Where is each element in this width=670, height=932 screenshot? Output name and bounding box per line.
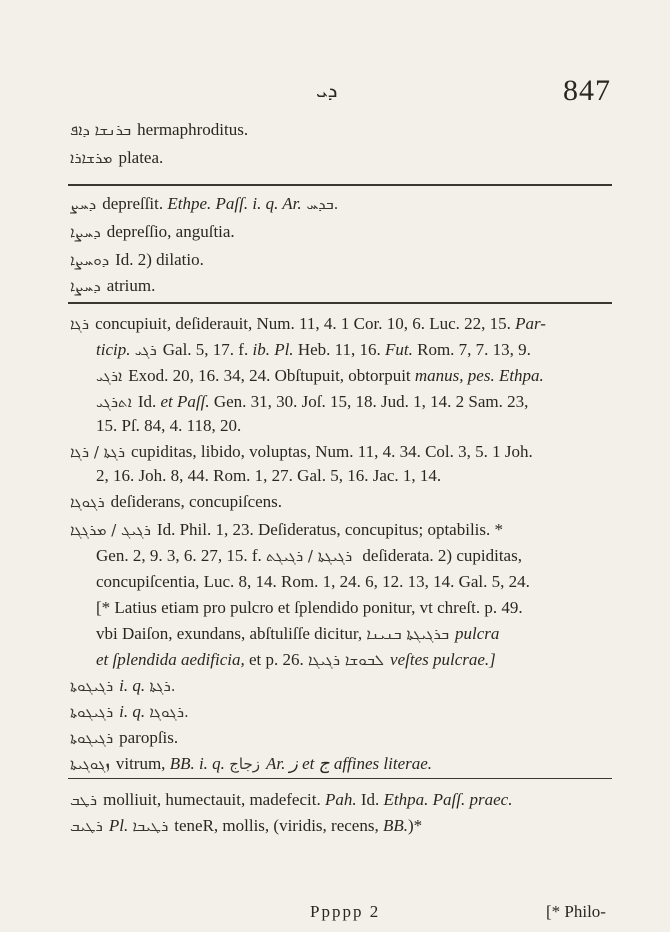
entry-line: concupiſcentia, Luc. 8, 14. Rom. 1, 24. 6, 12. 13, 14. Gal. 5, 24.: [96, 572, 530, 591]
entry-line: ticip. ܪܓܝ Gal. 5, 17. f. ib. Pl. Heb. 11, 16. Fut. Rom. 7, 7. 13, 9.: [96, 340, 531, 359]
entry-line: ܐܪܓܝ Exod. 20, 16. 34, 24. Obſtupuit, obtorpuit manus, pes. Ethpa.: [96, 366, 544, 385]
entry-line: ܒܪܢܫܐ ܕܐܦ hermaphroditus.: [70, 120, 249, 139]
entry-line: ܐܬܪܓܝ Id. et Paſſ. Gen. 31, 30. Joſ. 15, 18. Jud. 1, 14. 2 Sam. 23,: [96, 392, 529, 411]
entry-line: 15. Pſ. 84, 4. 118, 20.: [96, 416, 242, 435]
entry-line: ܕܚܨܐ atrium.: [70, 276, 156, 295]
note-line: vbi Daiſon, exundans, abſtuliſſe dicitur, ܒܪܓܝܓܬܐ ܒܢܝܢܐ pulcra: [96, 624, 500, 643]
entry-line: ܕܘܚܨܐ Id. 2) dilatio.: [70, 250, 204, 269]
running-header-syriac: ܕܝ: [316, 78, 338, 102]
entry-line: ܪܓܬܐ / ܪܓܐ cupiditas, libido, voluptas, Num. 11, 4. 34. Col. 3, 5. 1 Joh.: [70, 442, 533, 461]
section-rule: [68, 778, 612, 779]
section-rule: [68, 302, 612, 304]
entry-line: ܪܓܝܓܘܬܐ i. q. ܪܓܬܐ.: [70, 676, 176, 695]
entry-line: Gen. 2, 9. 3, 6. 27, 15. f. ܪܓܝܓܬܐ / ܪܓܝܓܬ deſiderata. 2) cupiditas,: [96, 546, 522, 565]
signature-mark: Ppppp 2: [310, 902, 381, 921]
note-line: et ſplendida aedificia, et p. 26. ܠܒܘܫܐ ܪܓܝܓܐ veſtes pulcrae.]: [96, 650, 496, 669]
entry-line: ܪܛܒ molliuit, humectauit, madefecit. Pah. Id. Ethpa. Paſſ. praec.: [70, 790, 513, 809]
catchword: [* Philo-: [546, 902, 606, 921]
entry-line: ܡܪܫܐܪܐ platea.: [70, 148, 164, 167]
entry-line: ܙܓܘܓܝܬܐ vitrum, BB. i. q. زجاج Ar. ز et ج affines literae.: [70, 754, 433, 773]
entry-line: ܪܓܝܓܘܬܐ i. q. ܪܓܘܓܐ.: [70, 702, 189, 721]
entry-line: ܪܓܝܓ / ܡܪܓܓܐ Id. Phil. 1, 23. Deſideratus, concupitus; optabilis. *: [70, 520, 504, 539]
entry-line: ܕܚܨ depreſſit. Ethpe. Paſſ. i. q. Ar. ܒܕܚ.: [70, 194, 339, 213]
entry-line: ܪܓܝܓܘܬܐ paropſis.: [70, 728, 179, 747]
entry-line: ܪܓܘܓܐ deſiderans, concupiſcens.: [70, 492, 283, 511]
entry-line: ܪܓܐ concupiuit, deſiderauit, Num. 11, 4. 1 Cor. 10, 6. Luc. 22, 15. Par-: [70, 314, 546, 333]
section-rule: [68, 184, 612, 186]
entry-line: ܕܚܨܐ depreſſio, anguſtia.: [70, 222, 235, 241]
entry-line: ܪܛܝܒ Pl. ܪܛܝܒܐ teneR, mollis, (viridis, recens, BB.)*: [70, 816, 423, 835]
page-number: 847: [563, 74, 611, 107]
entry-line: 2, 16. Joh. 8, 44. Rom. 1, 27. Gal. 5, 16. Jac. 1, 14.: [96, 466, 442, 485]
note-line: [* Latius etiam pro pulcro et ſplendido ponitur, vt chreſt. p. 49.: [96, 598, 523, 617]
